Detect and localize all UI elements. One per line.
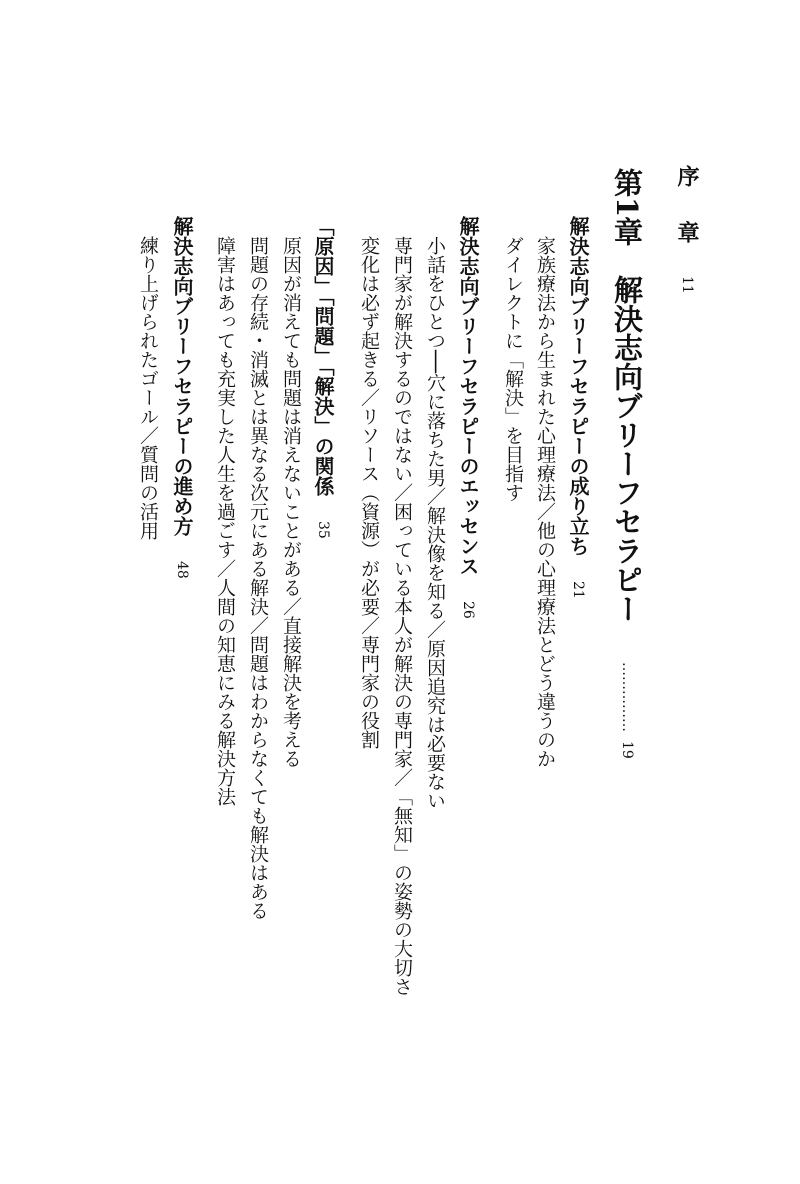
section-page-number: 21 <box>570 580 586 599</box>
preface-title: 序 章 <box>674 165 700 249</box>
section-line: 障害はあっても充実した人生を過ごす／人間の知恵にみる解決方法 <box>214 236 236 806</box>
section-page-number: 26 <box>460 600 476 619</box>
chapter1-leader-dots: …………… <box>619 662 635 733</box>
section-line: 練り上げられたゴール／質問の活用 <box>137 236 159 540</box>
section-heading <box>458 216 478 619</box>
section-title: 解決志向ブリーフセラピーのエッセンス <box>456 216 480 576</box>
chapter1-entry <box>610 168 644 760</box>
section-line: ダイレクトに「解決」を目指す <box>502 236 524 502</box>
section-title: 解決志向ブリーフセラピーの成り立ち <box>566 216 590 556</box>
section-title: 解決志向ブリーフセラピーの進め方 <box>170 216 194 536</box>
section-heading <box>172 216 192 579</box>
section-line: 小話をひとつ──穴に落ちた男／解決像を知る／原因追究は必要ない <box>424 236 446 810</box>
section-line: 家族療法から生まれた心理療法／他の心理療法とどう違うのか <box>534 236 556 768</box>
section-page-number: 35 <box>315 520 331 539</box>
section-title: 「原因」「問題」「解決」の関係 <box>311 216 335 496</box>
section-line: 専門家が解決するのではない／困っている本人が解決の専門家／「無知」の姿勢の大切さ <box>391 236 413 996</box>
chapter1-heading: 第1章 解決志向ブリーフセラピー <box>610 168 644 624</box>
section-page-number: 48 <box>174 560 190 579</box>
preface-page-number: 11 <box>679 276 695 294</box>
section-line: 原因が消えても問題は消えないことがある／直接解決を考える <box>280 236 302 768</box>
section-line: 問題の存続・消滅とは異なる次元にある解決／問題はわからなくても解決はある <box>247 236 269 920</box>
section-heading <box>313 216 333 539</box>
section-heading <box>568 216 588 599</box>
chapter1-page-number: 19 <box>619 741 635 760</box>
preface-entry <box>676 165 698 294</box>
section-line: 変化は必ず起きる／リソース（資源）が必要／専門家の役割 <box>358 236 380 749</box>
